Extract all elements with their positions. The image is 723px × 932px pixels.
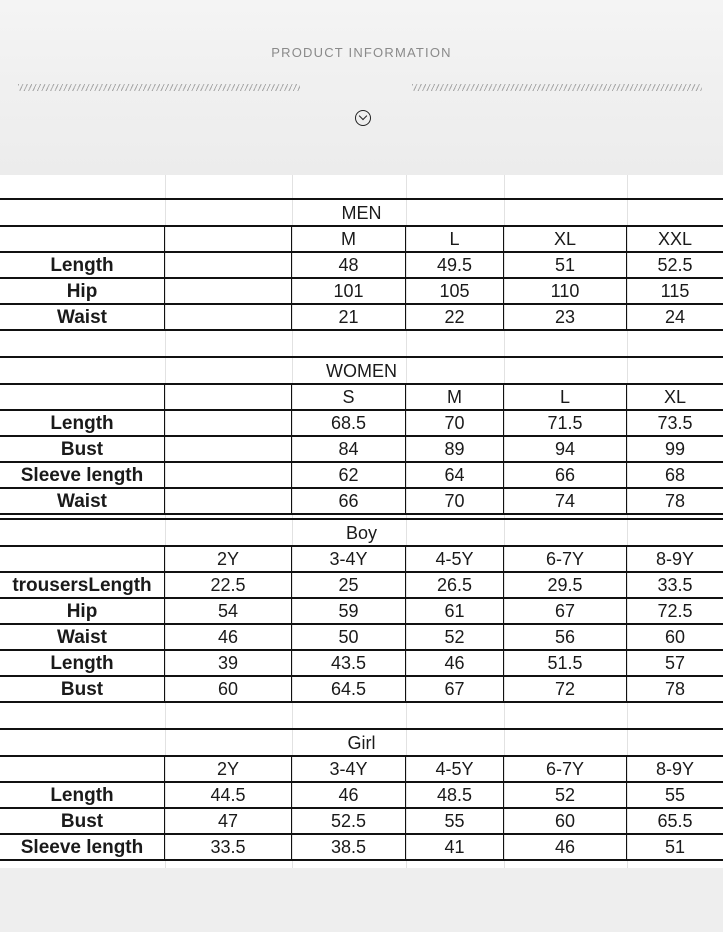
row-label: Sleeve length (0, 462, 165, 488)
row-label: Length (0, 410, 165, 436)
table-cell: 33.5 (657, 575, 693, 595)
empty-cell (165, 462, 292, 488)
table-cell: 64.5 (292, 676, 406, 702)
table-cell: 56 (504, 624, 627, 650)
table-cell: 51.5 (504, 650, 627, 676)
table-cell: 99 (664, 439, 686, 459)
table-cell: 26.5 (406, 572, 504, 598)
empty-cell (165, 226, 292, 252)
table-cell: 52 (504, 782, 627, 808)
table-cell: 52.5 (292, 808, 406, 834)
table-cell: 70 (406, 410, 504, 436)
table-cell: 43.5 (292, 650, 406, 676)
section-title: MEN (341, 203, 382, 223)
table-cell: 66 (504, 462, 627, 488)
size-chart (0, 175, 723, 868)
table-cell: 3-4Y (292, 546, 406, 572)
size-header-row (0, 226, 723, 252)
table-cell: 55 (664, 785, 686, 805)
table-cell: 49.5 (406, 252, 504, 278)
table-row (0, 488, 723, 514)
table-cell: 51 (504, 252, 627, 278)
page-title: PRODUCT INFORMATION (271, 45, 452, 60)
table-cell: 50 (292, 624, 406, 650)
table-cell: 101 (292, 278, 406, 304)
table-cell: 60 (504, 808, 627, 834)
table-cell: 46 (504, 834, 627, 860)
table-row (0, 598, 723, 624)
table-rule (0, 198, 723, 200)
row-label: Hip (0, 598, 165, 624)
table-cell: XXL (657, 229, 693, 249)
empty-cell (165, 436, 292, 462)
table-cell: L (504, 384, 627, 410)
table-rule (0, 701, 723, 703)
table-row (0, 278, 723, 304)
empty-cell (165, 252, 292, 278)
table-cell: 21 (292, 304, 406, 330)
row-label: Bust (0, 436, 165, 462)
table-cell: 52.5 (657, 255, 693, 275)
table-cell: 51 (664, 837, 686, 857)
table-cell: 52 (406, 624, 504, 650)
table-row (0, 462, 723, 488)
table-row (0, 782, 723, 808)
table-cell: 39 (165, 650, 292, 676)
table-cell: 6-7Y (504, 546, 627, 572)
table-cell: 59 (292, 598, 406, 624)
row-label (0, 546, 165, 572)
table-row (0, 436, 723, 462)
chevron-down-icon (355, 110, 371, 126)
table-cell: 67 (504, 598, 627, 624)
table-cell: 3-4Y (292, 756, 406, 782)
table-cell: 70 (406, 488, 504, 514)
table-cell: 84 (292, 436, 406, 462)
table-cell: 65.5 (657, 811, 693, 831)
table-cell: 8-9Y (655, 549, 695, 569)
empty-cell (165, 384, 292, 410)
row-label: Length (0, 782, 165, 808)
table-cell: XL (504, 226, 627, 252)
table-cell: 60 (165, 676, 292, 702)
table-cell: 54 (165, 598, 292, 624)
decorative-hatch-left (18, 84, 300, 91)
row-label: Length (0, 650, 165, 676)
table-rule (0, 513, 723, 515)
row-label (0, 226, 165, 252)
table-cell: 4-5Y (406, 756, 504, 782)
footer-strip (0, 868, 723, 932)
table-row (0, 676, 723, 702)
table-cell: 48 (292, 252, 406, 278)
row-label: Bust (0, 808, 165, 834)
table-cell: 46 (292, 782, 406, 808)
header-banner (0, 0, 723, 175)
table-cell: 24 (664, 307, 686, 327)
table-cell: 67 (406, 676, 504, 702)
row-label: Waist (0, 624, 165, 650)
table-row (0, 650, 723, 676)
table-cell: 25 (292, 572, 406, 598)
table-rule (0, 329, 723, 331)
table-row (0, 572, 723, 598)
table-cell: 78 (664, 491, 686, 511)
table-cell: 22.5 (165, 572, 292, 598)
empty-cell (165, 488, 292, 514)
table-cell: 94 (504, 436, 627, 462)
table-cell: 46 (406, 650, 504, 676)
table-cell: 110 (504, 278, 627, 304)
table-cell: 68 (664, 465, 686, 485)
table-row (0, 252, 723, 278)
size-header-row (0, 546, 723, 572)
table-cell: L (406, 226, 504, 252)
section-title: Girl (347, 733, 376, 753)
table-cell: 72 (504, 676, 627, 702)
table-cell: 64 (406, 462, 504, 488)
table-cell: 68.5 (292, 410, 406, 436)
table-cell: M (406, 384, 504, 410)
table-cell: 48.5 (406, 782, 504, 808)
table-cell: 4-5Y (406, 546, 504, 572)
row-label (0, 756, 165, 782)
table-cell: 2Y (165, 546, 292, 572)
table-cell: 2Y (165, 756, 292, 782)
table-cell: 71.5 (504, 410, 627, 436)
table-cell: 62 (292, 462, 406, 488)
table-cell: 78 (664, 679, 686, 699)
table-rule (0, 518, 723, 520)
table-cell: 47 (165, 808, 292, 834)
row-label: Length (0, 252, 165, 278)
row-label: Hip (0, 278, 165, 304)
table-row (0, 624, 723, 650)
decorative-hatch-right (412, 84, 702, 91)
table-cell: 61 (406, 598, 504, 624)
table-cell: 29.5 (504, 572, 627, 598)
table-rule (0, 728, 723, 730)
table-cell: 23 (504, 304, 627, 330)
table-cell: 6-7Y (504, 756, 627, 782)
table-rule (0, 859, 723, 861)
table-cell: 105 (406, 278, 504, 304)
size-header-row (0, 756, 723, 782)
size-header-row (0, 384, 723, 410)
row-label: Bust (0, 676, 165, 702)
table-cell: 22 (406, 304, 504, 330)
row-label: Waist (0, 488, 165, 514)
table-cell: 66 (292, 488, 406, 514)
table-row (0, 410, 723, 436)
table-cell: 41 (406, 834, 504, 860)
table-cell: XL (663, 387, 687, 407)
table-rule (0, 356, 723, 358)
table-cell: 38.5 (292, 834, 406, 860)
table-cell: 72.5 (657, 601, 693, 621)
table-cell: 8-9Y (655, 759, 695, 779)
table-row (0, 304, 723, 330)
row-label: Waist (0, 304, 165, 330)
table-cell: 46 (165, 624, 292, 650)
empty-cell (165, 278, 292, 304)
table-cell: 115 (660, 281, 690, 301)
row-label: trousersLength (0, 572, 165, 598)
table-cell: 44.5 (165, 782, 292, 808)
table-cell: 33.5 (165, 834, 292, 860)
section-title: Boy (345, 523, 378, 543)
empty-cell (165, 410, 292, 436)
table-cell: 89 (406, 436, 504, 462)
section-title: WOMEN (326, 361, 397, 381)
empty-cell (165, 304, 292, 330)
table-cell: 74 (504, 488, 627, 514)
table-cell: 73.5 (657, 413, 693, 433)
table-cell: 57 (664, 653, 686, 673)
table-row (0, 834, 723, 860)
table-row (0, 808, 723, 834)
table-cell: 55 (406, 808, 504, 834)
table-cell: M (292, 226, 406, 252)
table-cell: S (292, 384, 406, 410)
table-cell: 60 (664, 627, 686, 647)
row-label (0, 384, 165, 410)
row-label: Sleeve length (0, 834, 165, 860)
